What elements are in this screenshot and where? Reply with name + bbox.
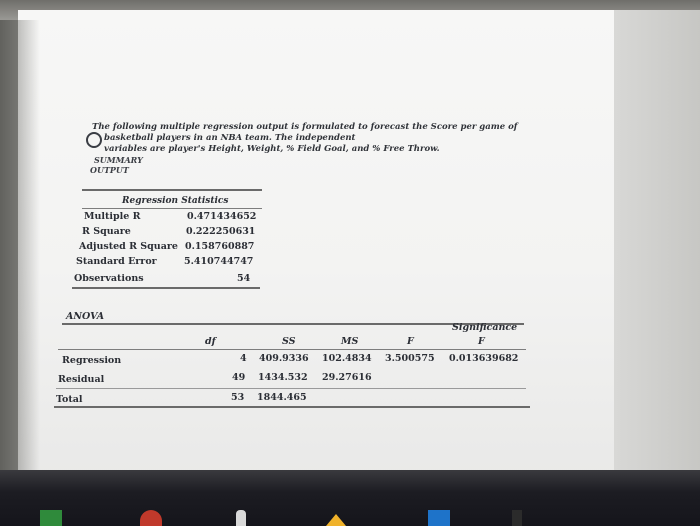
intro-line-1: The following multiple regression output is formulated to forecast the Score per game of [92, 122, 518, 132]
anova-cell-ss: 409.9336 [259, 353, 309, 364]
anova-header-significance-f: F [478, 336, 485, 347]
regstats-label: Multiple R [84, 211, 141, 222]
bullet-circle-icon [86, 132, 102, 148]
anova-cell-df: 49 [232, 372, 246, 383]
regstats-label: Adjusted R Square [79, 241, 178, 252]
screen-right-edge [614, 10, 700, 478]
anova-bottom-rule [54, 406, 530, 408]
regstats-top-rule [82, 189, 262, 191]
taskbar [0, 470, 700, 526]
output-label: OUTPUT [90, 165, 129, 175]
app-icon-red[interactable] [140, 510, 162, 526]
app-icon-orange[interactable] [326, 514, 346, 526]
regstats-value: 0.222250631 [186, 226, 256, 237]
anova-header-rule [58, 349, 526, 350]
regstats-label: R Square [82, 226, 131, 237]
anova-header-df: df [205, 336, 216, 347]
anova-cell-ss: 1844.465 [257, 392, 307, 403]
regstats-label: Standard Error [76, 256, 157, 267]
screen-shadow [0, 20, 40, 490]
anova-total-rule [56, 388, 526, 389]
anova-row-label: Residual [58, 374, 105, 385]
regstats-value: 54 [237, 273, 251, 284]
anova-row-label: Total [56, 394, 83, 405]
anova-cell-significance: 0.013639682 [449, 353, 519, 364]
anova-cell-ss: 1434.532 [258, 372, 308, 383]
app-icon-black[interactable] [512, 510, 522, 526]
anova-cell-f: 3.500575 [385, 353, 435, 364]
anova-header-significance: Significance [452, 322, 518, 333]
anova-header-ss: SS [282, 336, 296, 347]
app-icon-green[interactable] [40, 510, 62, 526]
anova-cell-df: 4 [240, 353, 247, 364]
anova-cell-df: 53 [231, 392, 245, 403]
anova-row-label: Regression [62, 355, 122, 366]
regstats-label: Observations [74, 273, 144, 284]
intro-line-3: variables are player's Height, Weight, % Field Goal, and % Free Throw. [104, 144, 440, 154]
anova-title: ANOVA [66, 311, 105, 322]
anova-cell-ms: 102.4834 [322, 353, 372, 364]
app-icon-gray[interactable] [236, 510, 246, 526]
regstats-title: Regression Statistics [122, 196, 229, 206]
anova-cell-ms: 29.27616 [322, 372, 372, 383]
regstats-value: 0.158760887 [185, 241, 255, 252]
regstats-bottom-rule [72, 287, 260, 289]
regstats-value: 5.410744747 [184, 256, 254, 267]
intro-line-2: basketball players in an NBA team. The independent [104, 133, 356, 143]
regstats-value: 0.471434652 [187, 211, 257, 222]
regstats-header-rule [82, 208, 262, 209]
anova-header-f: F [407, 336, 414, 347]
anova-header-ms: MS [341, 336, 359, 347]
app-icon-blue[interactable] [428, 510, 450, 526]
summary-label: SUMMARY [94, 155, 143, 165]
